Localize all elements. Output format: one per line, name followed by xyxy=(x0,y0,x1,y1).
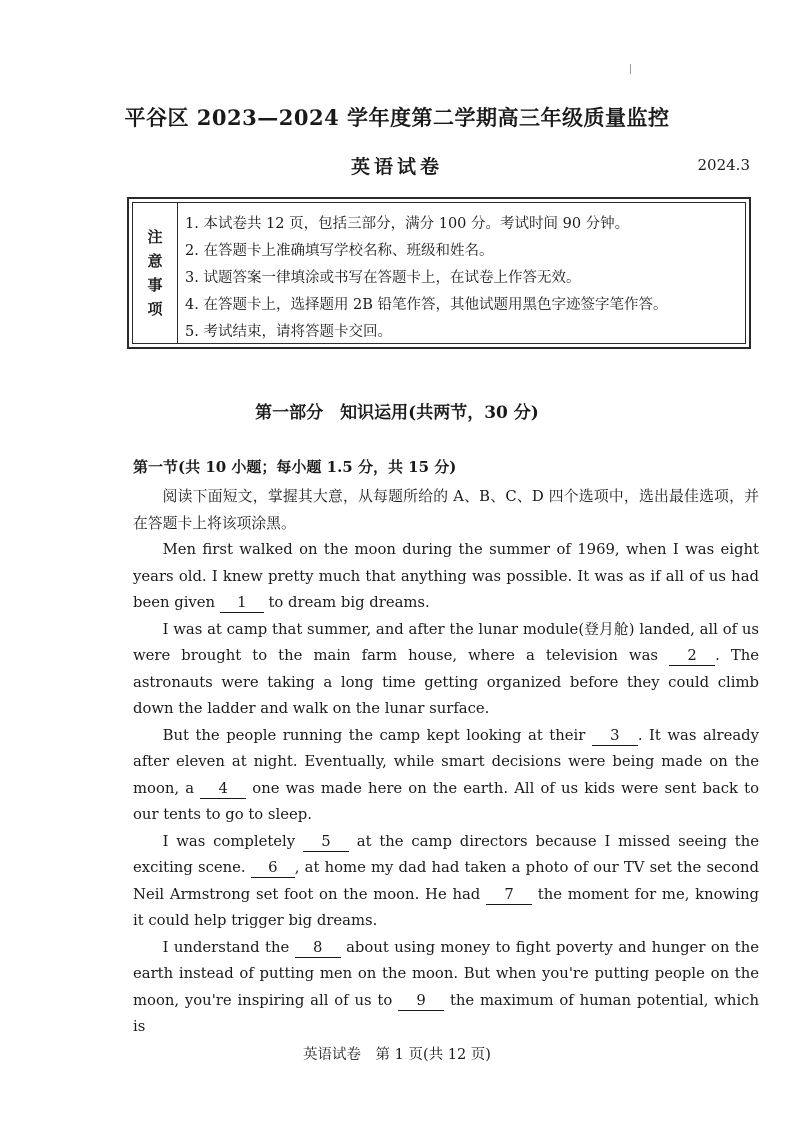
notice-list xyxy=(185,211,737,346)
blank-7[interactable]: 7 xyxy=(486,886,532,905)
notice-label-char: 项 xyxy=(147,300,163,318)
section-title: 第一节(共 10 小题；每小题 1.5 分，共 15 分) xyxy=(133,458,457,476)
blank-5[interactable]: 5 xyxy=(303,833,349,852)
page-footer: 英语试卷 第 1 页(共 12 页) xyxy=(303,1047,491,1063)
part-title: 第一部分 知识运用(共两节，30 分) xyxy=(255,403,539,423)
exam-subject: 英语试卷 xyxy=(350,156,443,178)
notice-item: 4. 在答题卡上，选择题用 2B 铅笔作答，其他试题用黑色字迹签字笔作答。 xyxy=(185,297,668,313)
notice-item: 1. 本试卷共 12 页，包括三部分，满分 100 分。考试时间 90 分钟。 xyxy=(185,216,630,232)
notice-item: 5. 考试结束，请将答题卡交回。 xyxy=(185,324,392,340)
blank-1[interactable]: 1 xyxy=(220,594,264,613)
notice-label-char: 注 xyxy=(147,228,163,246)
blank-2[interactable]: 2 xyxy=(669,647,715,666)
notice-label xyxy=(133,203,178,343)
instruction: 阅读下面短文，掌握其大意，从每题所给的 A、B、C、D 四个选项中，选出最佳选项，并在答题卡上将该项涂黑。 xyxy=(133,488,759,532)
blank-6[interactable]: 6 xyxy=(251,859,295,878)
exam-date: 2024.3 xyxy=(697,156,750,174)
scan-mark xyxy=(630,64,635,74)
notice-label-char: 意 xyxy=(147,252,163,270)
paragraph-2: I was at camp that summer, and after the lunar module(登月舱) landed, all of us were brought to the main farm house, where a television was 2 . The astronauts were taking a long time getting organized before they could climb down the ladder and walk on the lunar surface. xyxy=(133,620,759,717)
paragraph-1: Men first walked on the moon during the summer of 1969, when I was eight years old. I knew pretty much that anything was possible. It was as if all of us had been given 1 to dream big dreams. xyxy=(133,541,759,611)
notice-label-char: 事 xyxy=(147,276,163,294)
blank-8[interactable]: 8 xyxy=(295,939,341,958)
blank-4[interactable]: 4 xyxy=(200,780,246,799)
notice-box xyxy=(127,197,751,349)
notice-item: 2. 在答题卡上准确填写学校名称、班级和姓名。 xyxy=(185,243,494,259)
exam-title: 平谷区 2023—2024 学年度第二学期高三年级质量监控 xyxy=(124,105,670,130)
paragraph-4: I was completely 5 at the camp directors because I missed seeing the exciting scene. 6 , at home my dad had taken a photo of our TV set the second Neil Armstrong set foot on the moon. He had 7 the moment for me, knowing it could help trigger big dreams. xyxy=(133,832,759,929)
paragraph-3: But the people running the camp kept looking at their 3 . It was already after eleven at night. Eventually, while smart decisions were being made on the moon, a 4 one was made here on the earth. All of us kids were sent back to our tents to go to sleep. xyxy=(133,726,760,823)
notice-item: 3. 试题答案一律填涂或书写在答题卡上，在试卷上作答无效。 xyxy=(185,270,581,286)
passage xyxy=(133,484,759,1041)
paragraph-5: I understand the 8 about using money to fight poverty and hunger on the earth instead of putting men on the moon. But when you're putting people on the moon, you're inspiring all of us to 9 the maximum of human potential, which is xyxy=(133,938,760,1035)
blank-9[interactable]: 9 xyxy=(398,992,444,1011)
blank-3[interactable]: 3 xyxy=(592,727,638,746)
